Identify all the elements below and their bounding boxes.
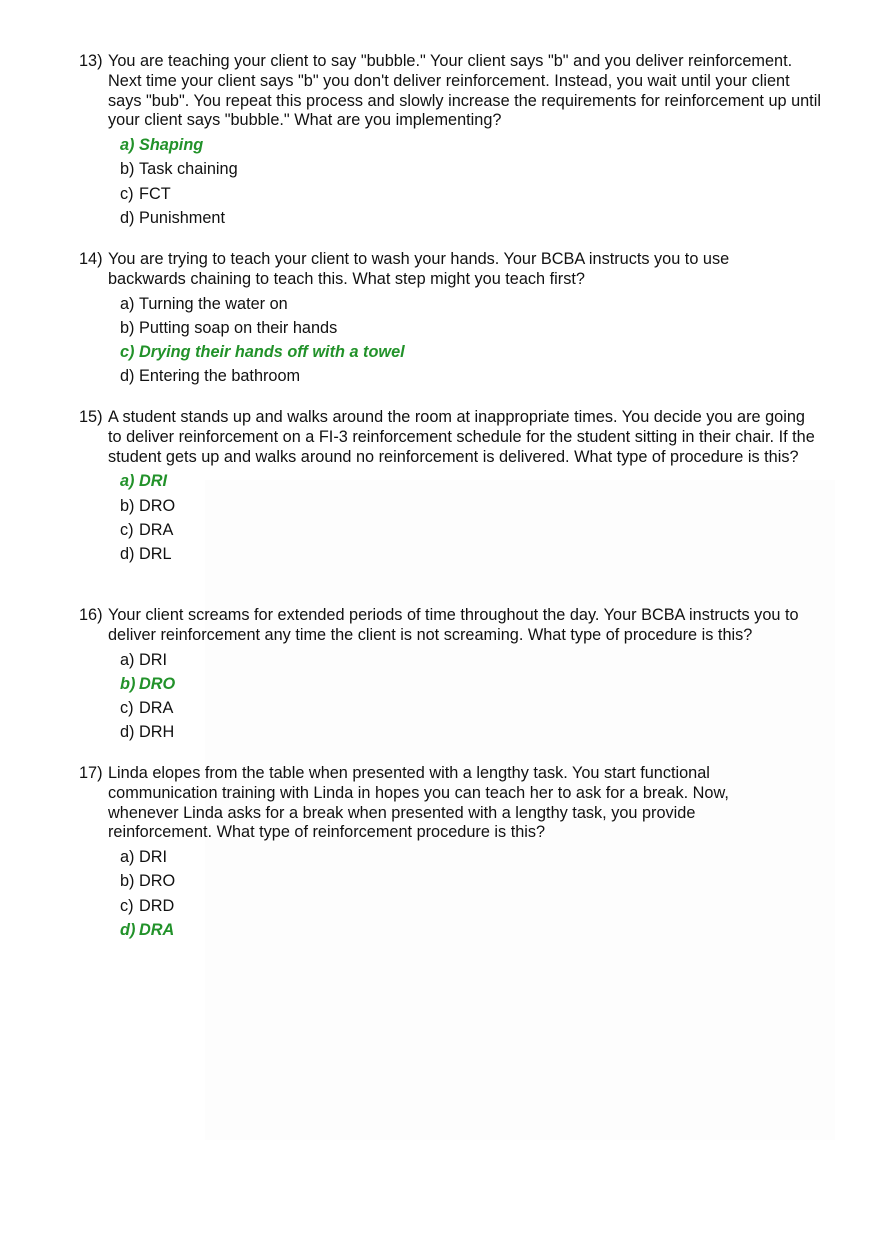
question-stem	[79, 52, 831, 131]
option-a: a) Turning the water on	[120, 294, 288, 313]
answer-options	[120, 471, 831, 568]
question-stem	[79, 408, 831, 467]
option-d-correct: d) DRA	[120, 920, 175, 939]
option-b: b) DRO	[120, 872, 176, 891]
question-17	[79, 764, 831, 944]
option-d: d) DRH	[120, 723, 175, 742]
question-number: 14)	[79, 250, 103, 268]
option-c: c) DRD	[120, 896, 175, 915]
question-stem	[79, 606, 831, 646]
question-15	[79, 408, 831, 568]
option-a-correct: a) Shaping	[120, 136, 204, 155]
option-c: c) DRA	[120, 698, 174, 717]
option-a-correct: a) DRI	[120, 472, 168, 491]
option-b: b) DRO	[120, 496, 176, 515]
option-d: d) Entering the bathroom	[120, 367, 301, 386]
answer-options	[120, 135, 831, 232]
option-b-correct: b) DRO	[120, 674, 176, 693]
option-a: a) DRI	[120, 848, 168, 867]
question-number: 13)	[79, 52, 103, 70]
question-text: Your client screams for extended periods of time throughout the day. Your BCBA instructs you to deliver reinforcement any time the client is not screaming. What type of procedure is this?	[108, 606, 799, 644]
question-number: 17)	[79, 764, 103, 782]
question-stem	[79, 250, 831, 290]
question-number: 15)	[79, 408, 103, 426]
question-16	[79, 606, 831, 746]
question-13	[79, 52, 831, 232]
question-stem	[79, 764, 831, 843]
option-c-correct: c) Drying their hands off with a towel	[120, 342, 405, 361]
question-14	[79, 250, 831, 390]
answer-options	[120, 294, 831, 391]
question-text: Linda elopes from the table when presented with a lengthy task. You start functional communication training with Linda in hopes you can teach her to ask for a break. Now, whenever Linda asks for a break when presented with a lengthy task, you provide reinforcement. What type of reinforcement procedure is this?	[108, 764, 729, 842]
option-d: d) Punishment	[120, 208, 225, 227]
option-c: c) DRA	[120, 520, 174, 539]
question-number: 16)	[79, 606, 103, 624]
option-b: b) Task chaining	[120, 160, 238, 179]
option-a: a) DRI	[120, 650, 168, 669]
option-c: c) FCT	[120, 184, 171, 203]
option-b: b) Putting soap on their hands	[120, 318, 338, 337]
question-text: A student stands up and walks around the room at inappropriate times. You decide you are going to deliver reinforcement on a FI-3 reinforcement schedule for the student sitting in their chair. If the student gets up and walks around no reinforcement is delivered. What type of procedure is this?	[108, 408, 815, 466]
answer-options	[120, 847, 831, 944]
option-d: d) DRL	[120, 544, 172, 563]
question-text: You are teaching your client to say "bubble." Your client says "b" and you deliver reinforcement. Next time your client says "b" you don't deliver reinforcement. Instead, you wait until your client says "bub". You repeat this process and slowly increase the requirements for reinforcement up until your client says "bubble." What are you implementing?	[108, 52, 821, 130]
question-text: You are trying to teach your client to wash your hands. Your BCBA instructs you to use backwards chaining to teach this. What step might you teach first?	[108, 250, 730, 288]
answer-options	[120, 650, 831, 747]
